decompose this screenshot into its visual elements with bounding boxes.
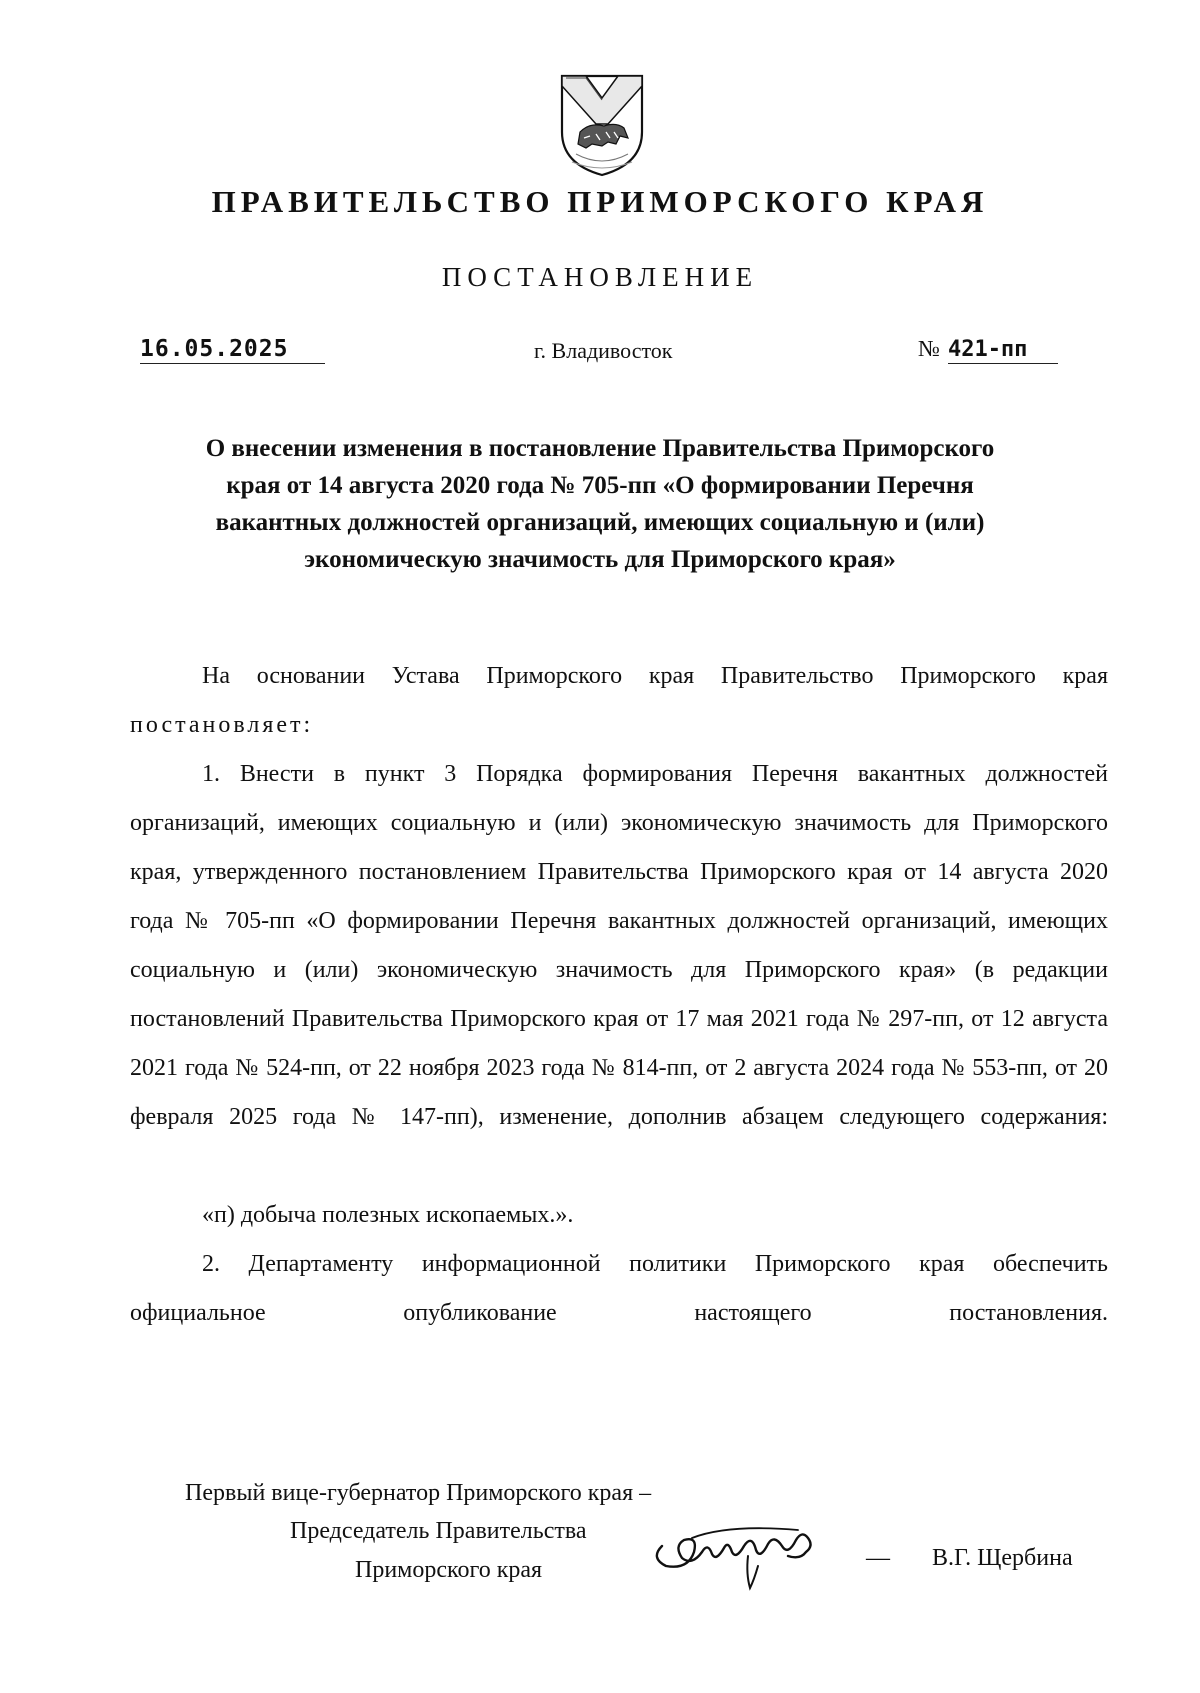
signer-position-line-1: Первый вице-губернатор Приморского края – xyxy=(185,1480,652,1506)
document-date: 16.05.2025 xyxy=(140,336,325,364)
document-number-block xyxy=(918,336,1058,364)
number-prefix: № xyxy=(918,336,940,361)
intro-text: На основании Устава Приморского края Правительство Приморского края xyxy=(202,663,1108,689)
signer-name: В.Г. Щербина xyxy=(932,1545,1073,1571)
signer-position-line-3: Приморского края xyxy=(355,1557,543,1583)
item-1-quote: «п) добыча полезных ископаемых.». xyxy=(202,1202,574,1228)
city: г. Владивосток xyxy=(534,338,673,363)
document-type: ПОСТАНОВЛЕНИЕ xyxy=(441,262,759,292)
coat-of-arms-emblem xyxy=(556,72,648,178)
intro-paragraph xyxy=(130,652,1108,750)
document-title: О внесении изменения в постановление Правительства Приморского края от 14 августа 2020 года № 705-пп «О формировании Перечня вакантных должностей организаций, имеющих социальную и (или) экономическую значимость для Приморского края» xyxy=(205,435,995,573)
signature-dash: — xyxy=(866,1545,890,1571)
item-1-paragraph: 1. Внести в пункт 3 Порядка формирования Перечня вакантных должностей организаций, имеющих социальную и (или) экономическую значимость для Приморского края, утвержденного постановлением Правительства Приморского края от 14 августа 2020 года № 705-пп «О формировании Перечня вакантных должностей организаций, имеющих социальную и (или) экономическую значимость для Приморского края» (в редакции постановлений Правительства Приморского края от 17 мая 2021 года № 297-пп, от 12 августа 2021 года № 524-пп, от 22 ноября 2023 года № 814-пп, от 2 августа 2024 года № 553-пп, от 20 февраля 2025 года № 147-пп), изменение, дополнив абзацем следующего содержания: xyxy=(130,761,1108,1130)
handwritten-signature xyxy=(648,1500,848,1595)
document-number: 421-пп xyxy=(948,337,1058,364)
item-2-paragraph: 2. Департаменту информационной политики Приморского края обеспечить официальное опубликование настоящего постановления. xyxy=(130,1251,1108,1326)
government-heading: ПРАВИТЕЛЬСТВО ПРИМОРСКОГО КРАЯ xyxy=(211,184,989,219)
signer-position-line-2: Председатель Правительства xyxy=(290,1518,587,1544)
intro-verb: постановляет: xyxy=(130,712,314,738)
